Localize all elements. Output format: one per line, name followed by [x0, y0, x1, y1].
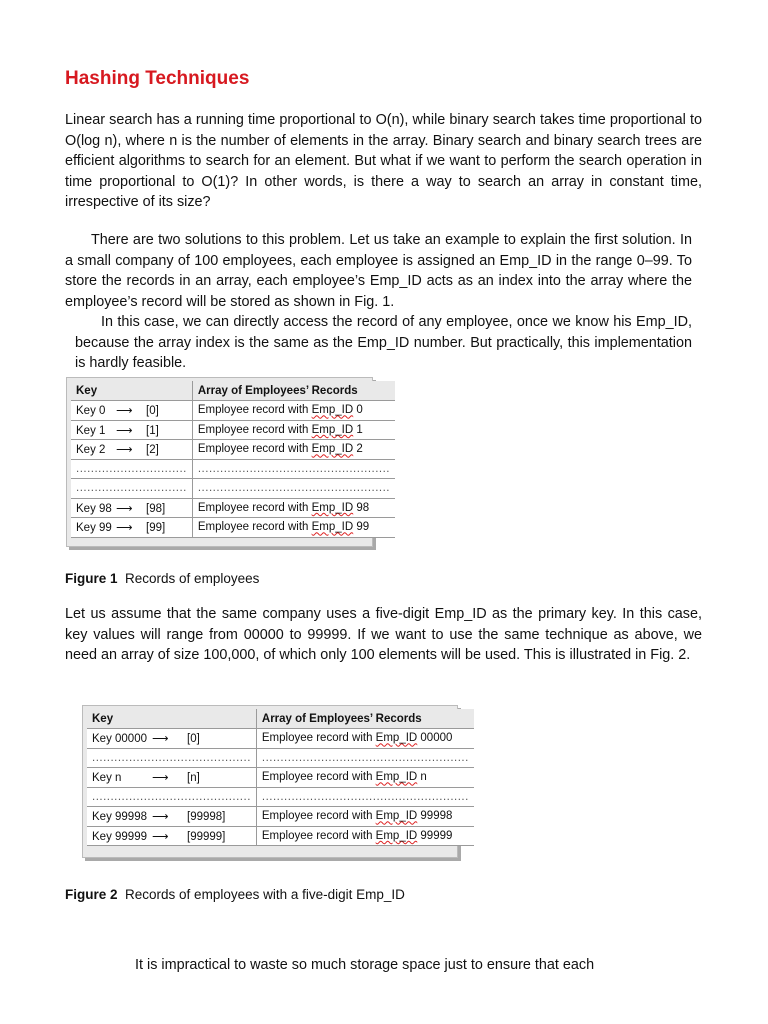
emp-id-value: 99999: [417, 829, 453, 842]
figure-1-caption: [65, 571, 259, 586]
array-index: [99998]: [187, 811, 226, 824]
record-cell: [256, 807, 473, 827]
emp-id-value: 99: [353, 521, 370, 534]
emp-id-text: Emp_ID: [375, 771, 418, 784]
emp-id-text: Emp_ID: [375, 829, 418, 842]
array-index: [99999]: [187, 830, 226, 843]
paragraph-direct-access: In this case, we can directly access the record of any employee, once we know his Emp_ID, because the array index is the same as the Emp_ID number. But practically, this implementation is hardly feasible.: [75, 314, 692, 372]
record-cell: [192, 498, 395, 518]
key-cell: [71, 518, 192, 538]
record-cell: [256, 729, 473, 749]
figure-1-caption-text: Records of employees: [125, 571, 260, 586]
ellipsis-dots: ....................................................: [197, 462, 391, 475]
record-cell: [256, 787, 473, 807]
ellipsis-dots: ........................................................: [261, 751, 469, 764]
record-cell: [192, 459, 395, 479]
record-cell: [192, 440, 395, 460]
emp-id-value: 99998: [417, 810, 453, 823]
key-cell: [87, 748, 256, 768]
key-label: Key 00000: [92, 733, 147, 746]
ellipsis-dots: ....................................................: [197, 482, 391, 495]
key-label: Key 99998: [92, 811, 147, 824]
emp-id-text: Emp_ID: [375, 810, 418, 823]
key-label: Key 0: [76, 405, 106, 418]
emp-id-text: Emp_ID: [375, 732, 418, 745]
arrow-right-icon: ⟶: [152, 811, 169, 824]
key-label: Key 1: [76, 424, 106, 437]
key-cell: [87, 768, 256, 788]
key-cell: [87, 729, 256, 749]
figure-1-body: [71, 401, 395, 538]
arrow-right-icon: ⟶: [116, 444, 133, 457]
emp-id-value: 1: [353, 423, 363, 436]
key-label: Key 99: [76, 522, 112, 535]
emp-id-value: 00000: [417, 732, 453, 745]
record-cell: [256, 768, 473, 788]
array-index: [98]: [146, 502, 166, 515]
record-prefix: Employee record with: [261, 732, 376, 745]
array-index: [n]: [187, 772, 200, 785]
record-cell: [192, 479, 395, 499]
key-cell: [71, 479, 192, 499]
ellipsis-dots: ........................................................: [261, 790, 469, 803]
record-cell: [192, 420, 395, 440]
record-prefix: Employee record with: [197, 501, 312, 514]
table-row: [87, 807, 474, 827]
record-cell: [256, 826, 473, 846]
table-header-key: Key: [71, 381, 192, 401]
table-header-records: Array of Employees’ Records: [192, 381, 395, 401]
array-index: [0]: [146, 405, 159, 418]
table-row: [87, 787, 474, 807]
key-cell: [87, 826, 256, 846]
emp-id-text: Emp_ID: [311, 404, 354, 417]
key-cell: [71, 498, 192, 518]
arrow-right-icon: ⟶: [116, 424, 133, 437]
record-prefix: Employee record with: [197, 423, 312, 436]
arrow-right-icon: ⟶: [152, 772, 169, 785]
arrow-right-icon: ⟶: [116, 405, 133, 418]
table-header-key: Key: [87, 709, 256, 729]
emp-id-value: 98: [353, 501, 370, 514]
key-label: Key 2: [76, 444, 106, 457]
paragraph-impractical: It is impractical to waste so much storage space just to ensure that each: [135, 957, 595, 973]
arrow-right-icon: ⟶: [152, 733, 169, 746]
key-cell: [71, 401, 192, 421]
table-row: [87, 768, 474, 788]
ellipsis-dots: ..............................: [76, 482, 187, 495]
array-index: [1]: [146, 424, 159, 437]
record-prefix: Employee record with: [261, 810, 376, 823]
table-row: [71, 420, 395, 440]
ellipsis-dots: ...........................................: [92, 751, 251, 764]
table-row: [71, 440, 395, 460]
table-row: [71, 518, 395, 538]
emp-id-text: Emp_ID: [311, 501, 354, 514]
table-row: [71, 479, 395, 499]
record-cell: [192, 518, 395, 538]
record-cell: [256, 748, 473, 768]
array-index: [99]: [146, 522, 166, 535]
figure-1-table: [66, 377, 391, 547]
emp-id-text: Emp_ID: [311, 443, 354, 456]
figure-2-caption-text: Records of employees with a five-digit Emp_ID: [125, 887, 405, 902]
arrow-right-icon: ⟶: [116, 522, 133, 535]
key-label: Key 98: [76, 502, 112, 515]
key-cell: [71, 459, 192, 479]
figure-2-caption: [65, 887, 405, 902]
key-cell: [71, 420, 192, 440]
page-title: Hashing Techniques: [65, 68, 250, 89]
table-row: [87, 729, 474, 749]
key-label: Key n: [92, 772, 122, 785]
figure-2-table: [82, 705, 469, 858]
table-row: [87, 748, 474, 768]
figure-2-body: [87, 729, 474, 846]
emp-id-text: Emp_ID: [311, 521, 354, 534]
paragraph-intro: Linear search has a running time proportional to O(n), while binary search takes time proportional to O(log n), where n is the number of elements in the array. Binary search and binary search trees are efficient algorithms to search for an element. But what if we want to perform the search operation in time proportional to O(1)? In other words, is there a way to search an array in constant time, irrespective of its size?: [65, 112, 702, 211]
ellipsis-dots: ..............................: [76, 462, 187, 475]
emp-id-value: 0: [353, 404, 363, 417]
table-row: [71, 401, 395, 421]
record-prefix: Employee record with: [197, 521, 312, 534]
record-cell: [192, 401, 395, 421]
record-prefix: Employee record with: [197, 443, 312, 456]
emp-id-text: Emp_ID: [311, 423, 354, 436]
array-index: [0]: [187, 733, 200, 746]
arrow-right-icon: ⟶: [152, 830, 169, 843]
array-index: [2]: [146, 444, 159, 457]
key-cell: [71, 440, 192, 460]
emp-id-value: 2: [353, 443, 363, 456]
figure-2-label: Figure 2: [65, 887, 118, 902]
table-header-records: Array of Employees’ Records: [256, 709, 473, 729]
paragraph-five-digit: Let us assume that the same company uses a five-digit Emp_ID as the primary key. In this case, key values will range from 00000 to 99999. If we want to use the same technique as above, we need an array of size 100,000, of which only 100 elements will be used. This is illustrated in Fig. 2.: [65, 606, 702, 664]
ellipsis-dots: ...........................................: [92, 790, 251, 803]
table-row: [71, 459, 395, 479]
key-cell: [87, 807, 256, 827]
table-row: [87, 826, 474, 846]
paragraph-solutions: There are two solutions to this problem. Let us take an example to explain the first solution. In a small company of 100 employees, each employee is assigned an Emp_ID in the range 0–99. To store the records in an array, each employee’s Emp_ID acts as an index into the array where the employee’s record will be stored as shown in Fig. 1.: [65, 232, 692, 310]
record-prefix: Employee record with: [197, 404, 312, 417]
record-prefix: Employee record with: [261, 771, 376, 784]
arrow-right-icon: ⟶: [116, 502, 133, 515]
key-cell: [87, 787, 256, 807]
emp-id-value: n: [417, 771, 427, 784]
record-prefix: Employee record with: [261, 829, 376, 842]
figure-1-label: Figure 1: [65, 571, 118, 586]
key-label: Key 99999: [92, 830, 147, 843]
table-row: [71, 498, 395, 518]
